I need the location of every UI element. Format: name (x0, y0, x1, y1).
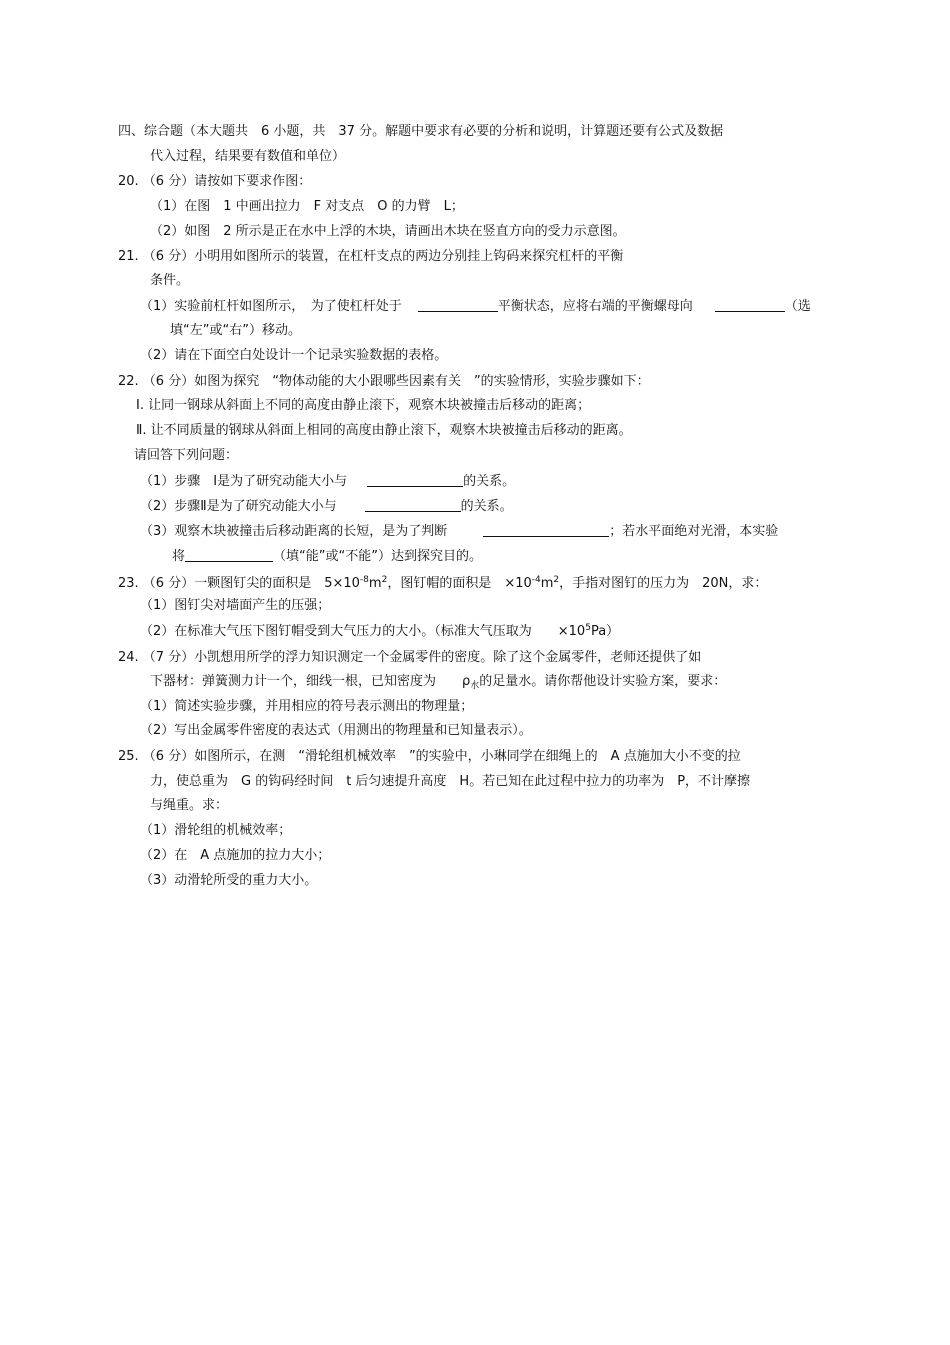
q22-part2 (140, 497, 513, 516)
q25-cont2: 与绳重。求： (150, 798, 229, 813)
q22-part2-text-a: （2）步骤Ⅱ是为了研究动能大小与 (140, 499, 337, 514)
q22-part1 (140, 472, 515, 491)
q22-step1: Ⅰ. 让同一钢球从斜面上不同的高度由静止滚下，观察木块被撞击后移动的距离； (136, 398, 591, 413)
answer-blank[interactable] (715, 297, 785, 312)
q22-part1-text-b: 的关系。 (463, 474, 516, 489)
q21-part1-text-c: （选 (784, 299, 811, 314)
q24-part2: （2）写出金属零件密度的表达式（用测出的物理量和已知量表示）。 (140, 723, 532, 738)
q23-title (118, 575, 767, 593)
q22-step2: Ⅱ. 让不同质量的钢球从斜面上相同的高度由静止滚下，观察木块被撞击后移动的距离。 (136, 423, 632, 438)
q25-part1: （1）滑轮组的机械效率； (140, 823, 292, 838)
q22-part3-cont (172, 547, 482, 566)
q21-part1-text-a: （1）实验前杠杆如图所示， 为了使杠杆处于 (140, 299, 402, 314)
q21-title: 21. （6 分）小明用如图所示的装置，在杠杆支点的两边分别挂上钩码来探究杠杆的平衡 (118, 249, 624, 264)
q24-cont (150, 673, 726, 691)
q23-part2-text-b: Pa） (590, 624, 620, 639)
q21-title-cont: 条件。 (150, 273, 190, 288)
q20-part1: （1）在图 1 中画出拉力 F 对支点 O 的力臂 L； (150, 199, 464, 214)
answer-blank[interactable] (367, 472, 463, 487)
q23-part1: （1）图钉尖对墙面产生的压强； (140, 598, 331, 613)
q23-exp2b: 2 (553, 575, 560, 585)
answer-blank[interactable] (185, 547, 273, 562)
q22-part1-text-a: （1）步骤 Ⅰ是为了研究动能大小与 (140, 474, 348, 489)
q22-part3-text-a: （3）观察木块被撞击后移动距离的长短，是为了判断 (140, 524, 448, 539)
q25-cont1: 力，使总重为 G 的钩码经时间 t 后匀速提升高度 H。若已知在此过程中拉力的功率为 P，不计摩擦 (150, 774, 751, 789)
q24-title: 24. （7 分）小凯想用所学的浮力知识测定一个金属零件的密度。除了这个金属零件，老师还提供了如 (118, 650, 702, 665)
q21-part1 (140, 297, 811, 316)
answer-blank[interactable] (483, 522, 609, 537)
q23-part2-text-a: （2）在标准大气压下图钉帽受到大气压力的大小。（标准大气压取为 ×10 (140, 624, 586, 639)
q25-part3: （3）动滑轮所受的重力大小。 (140, 873, 318, 888)
q24-cont-sub: 水 (470, 681, 480, 691)
q21-part1-cont: 填“左”或“右”）移动。 (170, 323, 301, 338)
q20-part2: （2）如图 2 所示是正在水中上浮的木块，请画出木块在竖直方向的受力示意图。 (150, 224, 626, 239)
q23-exp1b: 2 (381, 575, 388, 585)
q22-part3-text-b: ；若水平面绝对光滑，本实验 (609, 524, 779, 539)
q25-title: 25. （6 分）如图所示，在测 “滑轮组机械效率 ”的实验中，小琳同学在细绳上的 A 点施加大小不变的拉 (118, 749, 741, 764)
section-header-line2: 代入过程，结果要有数值和单位） (150, 149, 346, 164)
q22-prompt: 请回答下列问题： (134, 448, 239, 463)
q22-part2-text-b: 的关系。 (460, 499, 513, 514)
q23-unit1: m (368, 576, 382, 591)
answer-blank[interactable] (365, 497, 461, 512)
q20-title: 20. （6 分）请按如下要求作图： (118, 174, 312, 189)
q21-part2: （2）请在下面空白处设计一个记录实验数据的表格。 (140, 348, 448, 363)
q22-part3-cont-a: 将 (172, 549, 186, 564)
q25-part2: （2）在 A 点施加的拉力大小； (140, 848, 331, 863)
q24-cont-a: 下器材：弹簧测力计一个，细线一根，已知密度为 ρ (150, 674, 471, 689)
q24-part1: （1）简述实验步骤，并用相应的符号表示测出的物理量； (140, 699, 474, 714)
q23-exp2: -4 (531, 575, 541, 585)
q22-title: 22. （6 分）如图为探究 “物体动能的大小跟哪些因素有关 ”的实验情形，实验步骤如下： (118, 374, 650, 389)
q23-part2-exp: 5 (585, 623, 591, 633)
q23-unit2: m (540, 576, 554, 591)
answer-blank[interactable] (418, 297, 498, 312)
q21-part1-text-b: 平衡状态，应将右端的平衡螺母向 (497, 299, 693, 314)
q24-cont-b: 的足量水。请你帮他设计实验方案，要求： (479, 674, 727, 689)
q23-title-b: ，图钉帽的面积是 ×10 (387, 576, 532, 591)
q23-title-c: ，手指对图钉的压力为 20N，求： (559, 576, 768, 591)
q22-part3 (140, 522, 778, 541)
q22-part3-cont-b: （填“能”或“不能”）达到探究目的。 (273, 549, 482, 564)
q23-title-a: 23. （6 分）一颗图钉尖的面积是 5×10 (118, 576, 360, 591)
q23-part2 (140, 623, 619, 641)
q23-exp1: -8 (359, 575, 369, 585)
section-header-line1: 四、综合题（本大题共 6 小题，共 37 分。解题中要求有必要的分析和说明，计算题还要有公式及数据 (118, 124, 724, 139)
